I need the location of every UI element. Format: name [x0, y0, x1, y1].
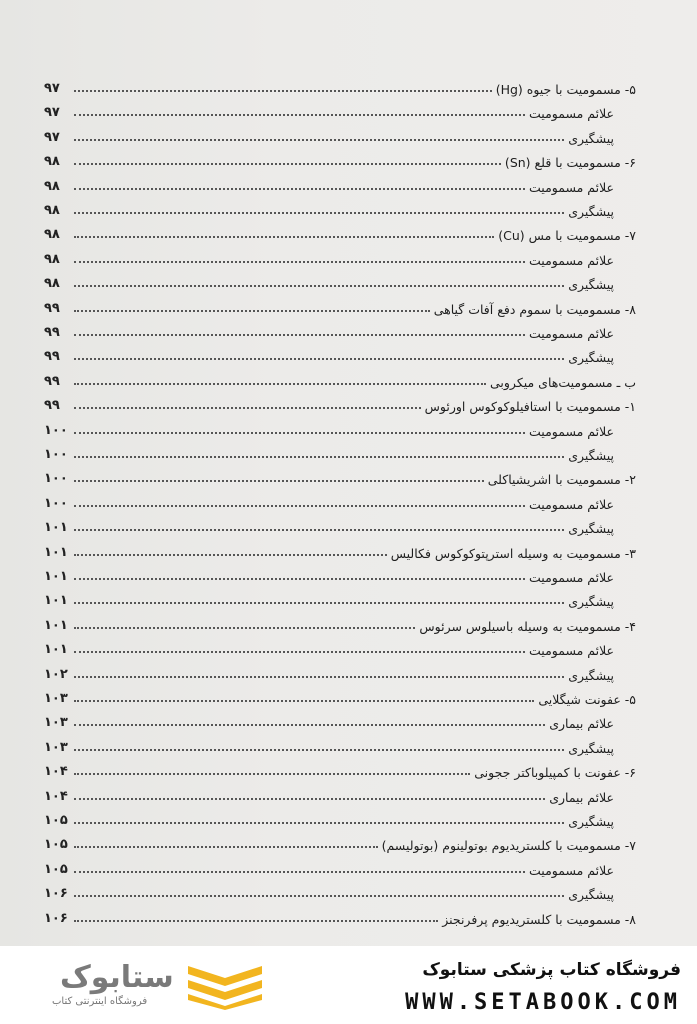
toc-page-number: ۱۰۲	[44, 666, 68, 682]
toc-entry-title: علائم مسمومیت	[529, 252, 614, 268]
toc-page-number: ۱۰۰	[44, 495, 68, 511]
dot-leader	[74, 235, 494, 238]
dot-leader	[74, 601, 564, 604]
toc-page-number: ۱۰۶	[44, 886, 68, 902]
toc-entry[interactable]	[44, 218, 644, 244]
toc-entry[interactable]	[44, 243, 644, 269]
toc-entry-title: ۴- مسمومیت به وسیله باسیلوس سرئوس	[419, 618, 636, 634]
dot-leader	[74, 187, 525, 190]
dot-leader	[74, 626, 415, 629]
toc-entry[interactable]	[44, 438, 644, 464]
toc-entry-title: پیشگیری	[568, 740, 614, 756]
dot-leader	[74, 504, 525, 507]
toc-entry-title: ۷- مسمومیت با کلستریدیوم بوتولینوم (بوتولیسم)	[381, 838, 636, 854]
toc-page-number: ۹۹	[44, 373, 60, 389]
dot-leader	[74, 870, 525, 873]
toc-entry[interactable]	[44, 706, 644, 732]
toc-entry[interactable]	[44, 731, 644, 757]
toc-page-number: ۹۸	[44, 276, 60, 292]
toc-page-number: ۱۰۱	[44, 544, 68, 560]
toc-page-number: ۱۰۱	[44, 617, 68, 633]
dot-leader	[74, 577, 525, 580]
toc-entry[interactable]	[44, 902, 644, 928]
toc-page-number: ۱۰۰	[44, 471, 68, 487]
toc-entry[interactable]	[44, 511, 644, 537]
store-url[interactable]: WWW.SETABOOK.COM	[405, 990, 681, 1015]
toc-entry-title: علائم مسمومیت	[529, 423, 614, 439]
toc-entry[interactable]	[44, 584, 644, 610]
toc-entry-title: ۸- مسمومیت با سموم دفع آفات گیاهی	[433, 301, 636, 317]
toc-entry[interactable]	[44, 828, 644, 854]
toc-entry[interactable]	[44, 609, 644, 635]
toc-page-number: ۹۸	[44, 203, 60, 218]
toc-page-number: ۱۰۶	[44, 910, 68, 926]
dot-leader	[74, 528, 564, 531]
toc-entry-title: ۲- مسمومیت با اشریشیاکلی	[487, 472, 636, 488]
toc-entry-title: علائم مسمومیت	[529, 570, 614, 585]
toc-entry-title: ۶- مسمومیت با قلع (Sn)	[504, 155, 636, 171]
dot-leader	[74, 284, 564, 287]
toc-entry[interactable]	[44, 853, 644, 879]
dot-leader	[74, 382, 486, 385]
toc-entry[interactable]	[44, 121, 644, 147]
dot-leader	[74, 455, 564, 458]
dot-leader	[74, 309, 430, 312]
toc-page-number: ۱۰۳	[44, 739, 68, 755]
dot-leader	[74, 406, 421, 409]
toc-entry-title: علائم مسمومیت	[529, 496, 614, 512]
toc-page-number: ۹۷	[44, 105, 60, 121]
toc-page-number: ۱۰۳	[44, 691, 68, 706]
dot-leader	[74, 431, 525, 434]
toc-entry[interactable]	[44, 72, 644, 98]
toc-entry[interactable]	[44, 96, 644, 122]
toc-entry[interactable]	[44, 292, 644, 318]
toc-entry-title: علائم بیماری	[549, 716, 614, 732]
dot-leader	[74, 723, 545, 726]
toc-page-number: ۱۰۱	[44, 520, 68, 536]
toc-page-number: ۱۰۵	[44, 813, 68, 828]
toc-page-number: ۱۰۱	[44, 569, 68, 584]
toc-entry-title: علائم مسمومیت	[529, 643, 614, 659]
toc-entry-title: ۱- مسمومیت با استافیلوکوکوس اورئوس	[424, 399, 636, 415]
logo-tagline: فروشگاه اینترنتی کتاب	[52, 996, 148, 1007]
toc-entry[interactable]	[44, 145, 644, 171]
dot-leader	[74, 919, 438, 922]
toc-entry[interactable]	[44, 267, 644, 293]
dot-leader	[74, 675, 564, 678]
toc-entry-title: ۷- مسمومیت با مس (Cu)	[498, 228, 636, 244]
toc-page-number: ۱۰۱	[44, 593, 68, 609]
toc-entry-title: ۵- عفونت شیگلایی	[538, 692, 636, 707]
toc-entry[interactable]	[44, 560, 644, 586]
toc-entry-title: علائم مسمومیت	[529, 326, 614, 341]
toc-page-number: ۹۷	[44, 81, 60, 96]
dot-leader	[74, 162, 501, 165]
toc-page-number: ۱۰۴	[44, 788, 68, 804]
toc-entry[interactable]	[44, 462, 644, 488]
toc-entry[interactable]	[44, 170, 644, 196]
toc-page-number: ۱۰۰	[44, 447, 68, 462]
toc-entry-title: ب ـ مسمومیت‌های میکروبی	[489, 374, 636, 390]
toc-entry-title: علائم بیماری	[549, 789, 614, 805]
toc-entry[interactable]	[44, 877, 644, 903]
toc-entry[interactable]	[44, 194, 644, 220]
store-logo	[30, 960, 270, 1012]
toc-entry[interactable]	[44, 633, 644, 659]
dot-leader	[74, 772, 470, 775]
toc-page-number: ۹۹	[44, 300, 60, 316]
toc-entry[interactable]	[44, 340, 644, 366]
toc-entry-title: پیشگیری	[568, 521, 614, 537]
store-name: فروشگاه کتاب پزشکی ستابوک	[422, 960, 681, 980]
toc-entry-title: پیشگیری	[568, 448, 614, 463]
dot-leader	[74, 333, 525, 336]
toc-entry[interactable]	[44, 389, 644, 415]
toc-page-number: ۹۸	[44, 178, 60, 194]
toc-page-number: ۹۹	[44, 325, 60, 340]
dot-leader	[74, 650, 525, 653]
dot-leader	[74, 894, 564, 897]
toc-page-number: ۹۹	[44, 398, 60, 414]
toc-page-number: ۱۰۱	[44, 642, 68, 658]
toc-entry-title: پیشگیری	[568, 887, 614, 903]
toc-entry-title: ۳- مسمومیت به وسیله استرپتوکوکوس فکالیس	[390, 545, 636, 561]
dot-leader	[74, 89, 492, 92]
toc-page-number: ۱۰۵	[44, 837, 68, 853]
toc-entry-title: علائم مسمومیت	[529, 862, 614, 878]
toc-entry[interactable]	[44, 755, 644, 781]
toc-entry-title: ۵- مسمومیت با جیوه (Hg)	[495, 82, 636, 97]
dot-leader	[74, 699, 534, 702]
toc-page-number: ۱۰۰	[44, 422, 68, 438]
toc-page-number: ۹۸	[44, 154, 60, 170]
dot-leader	[74, 821, 564, 824]
toc-entry-title: پیشگیری	[568, 594, 614, 610]
toc-page-number: ۱۰۳	[44, 715, 68, 731]
toc-entry-title: پیشگیری	[568, 277, 614, 293]
toc-entry-title: پیشگیری	[568, 350, 614, 366]
dot-leader	[74, 845, 378, 848]
toc-entry-title: علائم مسمومیت	[529, 106, 614, 122]
toc-entry-title: علائم مسمومیت	[529, 179, 614, 195]
toc-entry-title: پیشگیری	[568, 667, 614, 683]
toc-entry[interactable]	[44, 487, 644, 513]
toc-entry-title: پیشگیری	[568, 814, 614, 829]
toc-page-number: ۹۹	[44, 349, 60, 365]
store-footer-banner	[0, 946, 697, 1024]
toc-entry[interactable]	[44, 536, 644, 562]
dot-leader	[74, 211, 564, 214]
dot-leader	[74, 357, 564, 360]
toc-entry[interactable]	[44, 365, 644, 391]
toc-entry[interactable]	[44, 804, 644, 830]
toc-entry[interactable]	[44, 682, 644, 708]
dot-leader	[74, 138, 564, 141]
dot-leader	[74, 553, 387, 556]
logo-wordmark: ستابوک	[60, 960, 174, 995]
toc-entry[interactable]	[44, 658, 644, 684]
toc-entry-title: پیشگیری	[568, 130, 614, 146]
toc-page-number: ۱۰۵	[44, 861, 68, 877]
dot-leader	[74, 260, 525, 263]
toc-entry-title: ۸- مسمومیت با کلستریدیوم پرفرنجنز	[442, 911, 636, 927]
toc-entry-title: ۶- عفونت با کمپیلوباکتر ججونی	[474, 765, 636, 781]
toc-entry-title: پیشگیری	[568, 204, 614, 219]
toc-page-number: ۹۸	[44, 227, 60, 243]
toc-page-number: ۱۰۴	[44, 764, 68, 780]
toc-entry[interactable]	[44, 414, 644, 440]
dot-leader	[74, 113, 525, 116]
toc-entry[interactable]	[44, 316, 644, 342]
toc-page-number: ۹۷	[44, 129, 60, 145]
dot-leader	[74, 479, 484, 482]
toc-page-number: ۹۸	[44, 251, 60, 267]
dot-leader	[74, 748, 564, 751]
dot-leader	[74, 797, 545, 800]
chevron-stack-icon	[180, 960, 270, 1010]
toc-entry[interactable]	[44, 780, 644, 806]
